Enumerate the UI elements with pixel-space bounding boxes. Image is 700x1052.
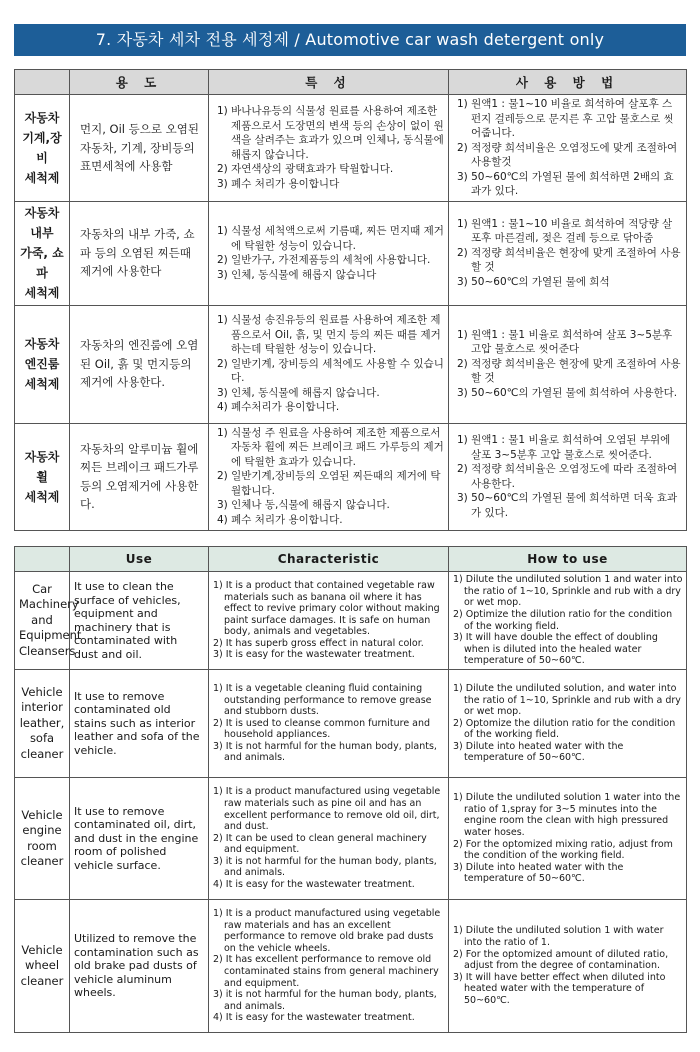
list-item: 3) It will have double the effect of doubling when is diluted into the healed water temperature of 50~60℃. xyxy=(453,632,658,667)
table-row xyxy=(15,670,687,778)
list-item: 1) It is a product manufactured using vegetable raw materials and has an excellent performance to remove old brake pad dusts on the vehicle wheels. xyxy=(213,908,441,954)
product-name-cell: 자동차 내부 가죽, 쇼파 세척제 xyxy=(15,201,70,305)
usage-cell: 먼지, Oil 등으로 오염된 자동차, 기계, 장비등의 표면세척에 사용함 xyxy=(70,95,209,202)
table-row xyxy=(15,572,687,670)
list-item: 3) 50~60℃의 가열된 물에 희석하여 사용한다. xyxy=(457,386,678,399)
list-item: 1) 바나나유등의 식물성 원료를 사용하여 제조한 제품으로서 도장면의 변색 등의 손상이 없이 원색을 살려주는 효과가 있으며 인체나, 동식물에 해롭지 않습니다. xyxy=(217,105,444,161)
header-blank xyxy=(15,70,70,95)
product-name-cell: Vehicle interior leather, sofa cleaner xyxy=(15,670,70,778)
list-item: 1) 원액1 : 물1 비율로 희석하여 오염된 부위에 살포 3~5분후 고압 물호스로 씻어준다. xyxy=(457,434,671,461)
usage-cell: 자동차의 내부 가죽, 쇼파 등의 오염된 찌든때 제거에 사용한다 xyxy=(70,201,209,305)
korean-table-body xyxy=(15,95,687,531)
table-row xyxy=(15,423,687,530)
characteristic-cell xyxy=(209,95,449,202)
table-row xyxy=(15,305,687,423)
list-item: 3) 50~60℃의 가열된 물에 희석하면 더욱 효과가 있다. xyxy=(457,492,678,519)
method-cell xyxy=(449,670,687,778)
list-item: 2) 일반가구, 가전제품등의 세척에 사용합니다. xyxy=(217,254,431,266)
usage-cell: It use to remove contaminated old stains such as interior leather and sofa of the vehicle. xyxy=(70,670,209,778)
list-item: 4) It is easy for the wastewater treatment. xyxy=(213,1012,415,1024)
method-cell xyxy=(449,900,687,1033)
english-product-table xyxy=(14,546,687,1033)
list-item: 3) 폐수 처리가 용이합니다 xyxy=(217,177,340,190)
header-characteristic: Characteristic xyxy=(209,547,449,572)
usage-cell: It use to remove contaminated oil, dirt, and dust in the engine room of polished vehicle surface. xyxy=(70,778,209,900)
characteristic-cell xyxy=(209,670,449,778)
list-item: 3) 50~60℃의 가열된 물에 희석 xyxy=(457,275,610,288)
list-item: 1) 원액1 : 물1 비율로 희석하여 살포 3~5분후 고압 물호스로 씻어준다 xyxy=(457,328,673,356)
characteristic-cell xyxy=(209,305,449,423)
list-item: 2) 일반기계, 장비등의 세척에도 사용할 수 있습니다. xyxy=(217,357,444,385)
korean-product-table xyxy=(14,69,687,531)
list-item: 4) It is easy for the wastewater treatment. xyxy=(213,879,415,891)
product-name-cell: Vehicle wheel cleaner xyxy=(15,900,70,1033)
list-item: 2) It has superb gross effect in natural color. xyxy=(213,637,424,649)
list-item: 1) It is a product that contained vegetable raw materials such as banana oil where it has effect to revive primary color without making paint surface damages. It is safe on human body, animals and vegetables. xyxy=(213,579,440,638)
list-item: 3) 50~60℃의 가열된 물에 희석하면 2배의 효과가 있다. xyxy=(457,170,674,197)
header-method: 사 용 방 법 xyxy=(449,70,687,95)
method-cell xyxy=(449,572,687,670)
list-item: 1) 식물성 세척액으로써 기름때, 찌든 먼지때 제거에 탁월한 성능이 있습니다. xyxy=(217,225,444,252)
list-item: 1) It is a vegetable cleaning fluid containing outstanding performance to remove grease and stubborn dusts. xyxy=(213,682,432,718)
characteristic-cell xyxy=(209,900,449,1033)
list-item: 1) 원액1 : 물1~10 비율로 희석하여 살포후 스펀지 걸레등으로 문지른 후 고압 물호스로 씻어줍니다. xyxy=(457,98,674,139)
list-item: 1) Dilute the undiluted solution 1 and water into the ratio of 1~10, Sprinkle and rub with a dry or wet mop. xyxy=(453,574,683,609)
header-use: 용 도 xyxy=(70,70,209,95)
list-item: 2) For the optomized mixing ratio, adjust from the condition of the working field. xyxy=(453,838,673,862)
list-item: 2) 적정량 희석비율은 오염정도에 맞게 조절하여 사용할것 xyxy=(457,141,678,168)
usage-cell: It use to clean the surface of vehicles, equipment and machinery that is contaminated with dust and oil. xyxy=(70,572,209,670)
list-item: 3) Dilute into heated water with the temperature of 50~60℃. xyxy=(453,861,624,885)
list-item: 2) 적정량 희석비율은 현장에 맞게 조절하여 사용할 것 xyxy=(457,357,681,385)
product-name-cell: 자동차 엔진룸 세척제 xyxy=(15,305,70,423)
list-item: 4) 폐수 처리가 용이합니다. xyxy=(217,513,343,526)
list-item: 1) It is a product manufactured using vegetable raw materials such as pine oil and has an excellent performance to remove old oil, dirt, and dust. xyxy=(213,786,441,833)
list-item: 2) Optimize the dilution ratio for the condition of the working field. xyxy=(453,608,673,632)
header-characteristic: 특 성 xyxy=(209,70,449,95)
list-item: 2) 자연색상의 광택효과가 탁월합니다. xyxy=(217,163,394,176)
list-item: 2) It has excellent performance to remove old contaminated stains from general machinery and equipment. xyxy=(213,954,439,989)
list-item: 2) 적정량 희석비율은 현장에 맞게 조절하여 사용할 것 xyxy=(457,246,681,274)
product-name-cell: 자동차 휠 세척제 xyxy=(15,423,70,530)
list-item: 2) 적정량 희석비율은 오염정도에 따라 조절하여 사용한다. xyxy=(457,463,678,490)
list-item: 1) Dilute the undiluted solution, and water into the ratio of 1~10, Sprinkle and rub with a dry or wet mop. xyxy=(453,682,681,718)
table-row xyxy=(15,95,687,202)
header-use: Use xyxy=(70,547,209,572)
list-item: 3) It is easy for the wastewater treatment. xyxy=(213,649,415,661)
list-item: 3) it is not harmful for the human body, plants, and animals. xyxy=(213,989,437,1012)
header-method: How to use xyxy=(449,547,687,572)
method-cell xyxy=(449,305,687,423)
method-cell xyxy=(449,423,687,530)
table-row xyxy=(15,778,687,900)
method-cell xyxy=(449,201,687,305)
product-name-cell: Vehicle engine room cleaner xyxy=(15,778,70,900)
list-item: 3) 인체나 동,식물에 해롭지 않습니다. xyxy=(217,499,390,512)
list-item: 2) It can be used to clean general machinery and equipment. xyxy=(213,832,427,856)
list-item: 2) Optomize the dilution ratio for the condition of the working field. xyxy=(453,717,676,741)
usage-cell: 자동차의 알루미늄 휠에 찌든 브레이크 패드가루 등의 오염제거에 사용한다. xyxy=(70,423,209,530)
characteristic-cell xyxy=(209,778,449,900)
header-blank xyxy=(15,547,70,572)
characteristic-cell xyxy=(209,572,449,670)
table-header-row xyxy=(15,547,687,572)
list-item: 2) It is used to cleanse common furniture and household appliances. xyxy=(213,717,431,741)
list-item: 4) 폐수처리가 용이합니다. xyxy=(217,401,340,414)
table-row xyxy=(15,201,687,305)
characteristic-cell xyxy=(209,423,449,530)
list-item: 3) It is not harmful for the human body, plants, and animals. xyxy=(213,740,437,764)
usage-cell: 자동차의 엔진룸에 오염된 Oil, 흙 및 먼지등의 제거에 사용한다. xyxy=(70,305,209,423)
list-item: 3) 인체, 동식물에 해롭지 않습니다 xyxy=(217,268,377,281)
table-row xyxy=(15,900,687,1033)
list-item: 3) 인체, 동식물에 해롭지 않습니다. xyxy=(217,386,380,399)
list-item: 1) Dilute the undiluted solution 1 with water into the ratio of 1. xyxy=(453,925,664,949)
list-item: 2) For the optomized amount of diluted ratio, adjust from the degree of contamination. xyxy=(453,948,669,972)
list-item: 3) It will have better effect when diluted into heated water with the temperature of 50~60℃. xyxy=(453,971,666,1006)
list-item: 3) it is not harmful for the human body, plants, and animals. xyxy=(213,855,437,879)
product-name-cell: 자동차 기계,장비 세척제 xyxy=(15,95,70,202)
method-cell xyxy=(449,778,687,900)
list-item: 1) Dilute the undiluted solution 1 water into the ratio of 1,spray for 3~5 minutes into the engine room the clean with high pressured water hoses. xyxy=(453,792,681,838)
usage-cell: Utilized to remove the contamination such as old brake pad dusts of vehicle aluminum wheels. xyxy=(70,900,209,1033)
list-item: 3) Dilute into heated water with the temperature of 50~60℃. xyxy=(453,740,624,764)
table-header-row xyxy=(15,70,687,95)
list-item: 1) 식물성 주 원료을 사용하여 제조한 제품으로서 자동차 휠에 찌든 브레이크 패드 가루등의 제거에 탁월한 효과가 있습니다. xyxy=(217,426,444,468)
characteristic-cell xyxy=(209,201,449,305)
list-item: 1) 원액1 : 물1~10 비율로 희석하여 적당량 살포후 마른걸레, 젖은 걸레 등으로 닦아줌 xyxy=(457,217,673,245)
page-title: 7. 자동차 세차 전용 세정제 / Automotive car wash detergent only xyxy=(14,24,686,56)
list-item: 1) 식물성 송진유등의 원료를 사용하여 제조한 제품으로서 Oil, 흙, 및 먼지 등의 찌든 때를 제거하는데 탁월한 성능이 있습니다. xyxy=(217,314,441,356)
list-item: 2) 일반기계,장비등의 오염된 찌든때의 제거에 탁월합니다. xyxy=(217,470,441,497)
product-name-cell: Car Machinery and Equipment Cleansers xyxy=(15,572,70,670)
english-table-body xyxy=(15,572,687,1033)
method-cell xyxy=(449,95,687,202)
